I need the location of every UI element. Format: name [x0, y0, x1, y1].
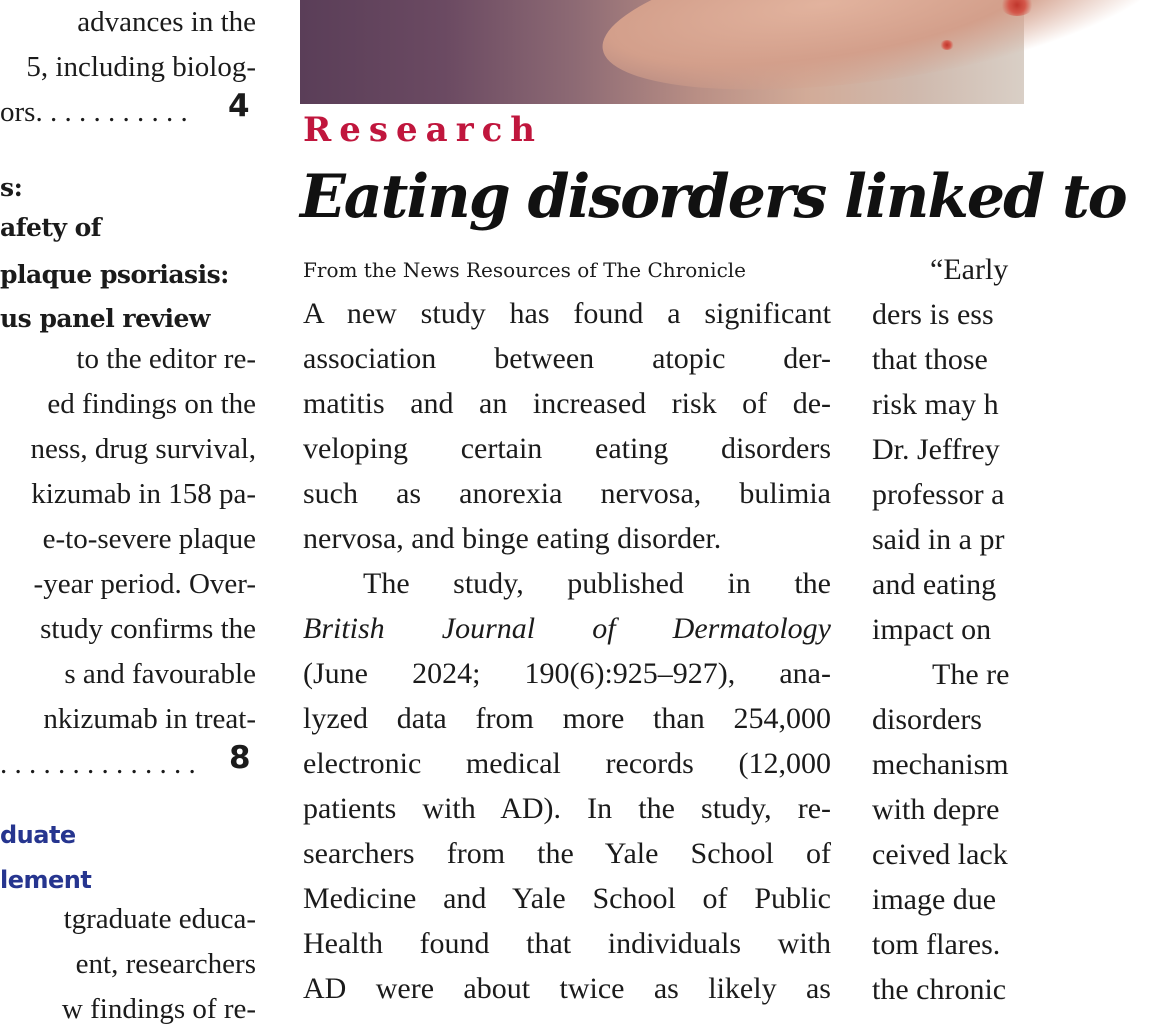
toc-line: 5, including biolog-	[26, 51, 256, 83]
body-line: A new study has found a significant	[303, 297, 831, 330]
body-line: (June 2024; 190(6):925–927), ana-	[303, 657, 831, 690]
right-body-line: risk may h	[872, 388, 999, 421]
body-line: searchers from the Yale School of	[303, 837, 831, 870]
body-line: patients with AD). In the study, re-	[303, 792, 831, 825]
article-photo	[300, 0, 1024, 104]
right-body-line: tom flares.	[872, 928, 1001, 961]
body-line: matitis and an increased risk of de-	[303, 387, 831, 420]
toc-page-number[interactable]: 8	[229, 740, 251, 776]
toc-line: e-to-severe plaque	[42, 523, 256, 555]
section-kicker: Research	[303, 110, 544, 150]
body-line: Medicine and Yale School of Public	[303, 882, 831, 915]
body-line: association between atopic der-	[303, 342, 831, 375]
toc-heading-line: plaque psoriasis:	[0, 260, 229, 289]
toc-line: tgraduate educa-	[63, 903, 256, 935]
body-line: nervosa, and binge eating disorder.	[303, 522, 722, 555]
right-body-line: impact on	[872, 613, 992, 646]
right-body-line: with depre	[872, 793, 1000, 826]
toc-line: ness, drug survival,	[30, 433, 256, 465]
right-body-line: professor a	[872, 478, 1005, 511]
right-body-line: ders is ess	[872, 298, 994, 331]
right-body-line: the chronic	[872, 973, 1007, 1006]
right-body-line: mechanism	[872, 748, 1009, 781]
body-line: The study, published in the	[363, 567, 831, 600]
journal-title	[303, 606, 831, 651]
body-line: veloping certain eating disorders	[303, 432, 831, 465]
toc-heading-line: s:	[0, 173, 23, 202]
toc-leader: . . . . . . . . . . . . . .	[0, 748, 196, 780]
toc-line: kizumab in 158 pa-	[31, 478, 256, 510]
right-body-line: The re	[932, 658, 1010, 691]
journal-title-text: British Journal of Dermatology	[303, 612, 831, 645]
photo-rash-spot	[940, 40, 954, 50]
toc-line: nkizumab in treat-	[43, 703, 256, 735]
toc-line: ent, researchers	[75, 948, 256, 980]
toc-section-heading: lement	[0, 866, 92, 894]
right-body-line: disorders	[872, 703, 982, 736]
toc-line: w findings of re-	[61, 993, 256, 1025]
body-line: AD were about twice as likely as	[303, 972, 831, 1005]
body-line: Health found that individuals with	[303, 927, 831, 960]
toc-line: s and favourable	[64, 658, 256, 690]
right-body-line: image due	[872, 883, 997, 916]
toc-page-number[interactable]: 4	[228, 88, 250, 124]
body-line: such as anorexia nervosa, bulimia	[303, 477, 831, 510]
article-byline: From the News Resources of The Chronicle	[303, 258, 746, 282]
toc-line: advances in the	[77, 6, 256, 38]
toc-heading-line: afety of	[0, 213, 102, 242]
toc-leader: ors. . . . . . . . . . .	[0, 96, 188, 128]
toc-line: -year period. Over-	[33, 568, 256, 600]
right-body-line: “Early	[930, 253, 1009, 286]
body-line: electronic medical records (12,000	[303, 747, 831, 780]
toc-line: ed findings on the	[47, 388, 256, 420]
toc-line: study confirms the	[40, 613, 256, 645]
right-body-line: ceived lack	[872, 838, 1008, 871]
right-body-line: that those	[872, 343, 988, 376]
body-line: lyzed data from more than 254,000	[303, 702, 831, 735]
toc-line: to the editor re-	[76, 343, 256, 375]
photo-arm-skin	[593, 0, 1167, 118]
right-body-line: said in a pr	[872, 523, 1005, 556]
toc-section-heading: duate	[0, 821, 76, 849]
right-body-line: and eating	[872, 568, 997, 601]
article-headline: Eating disorders linked to	[300, 162, 1126, 232]
right-body-line: Dr. Jeffrey	[872, 433, 1000, 466]
toc-heading-line: us panel review	[0, 304, 210, 333]
